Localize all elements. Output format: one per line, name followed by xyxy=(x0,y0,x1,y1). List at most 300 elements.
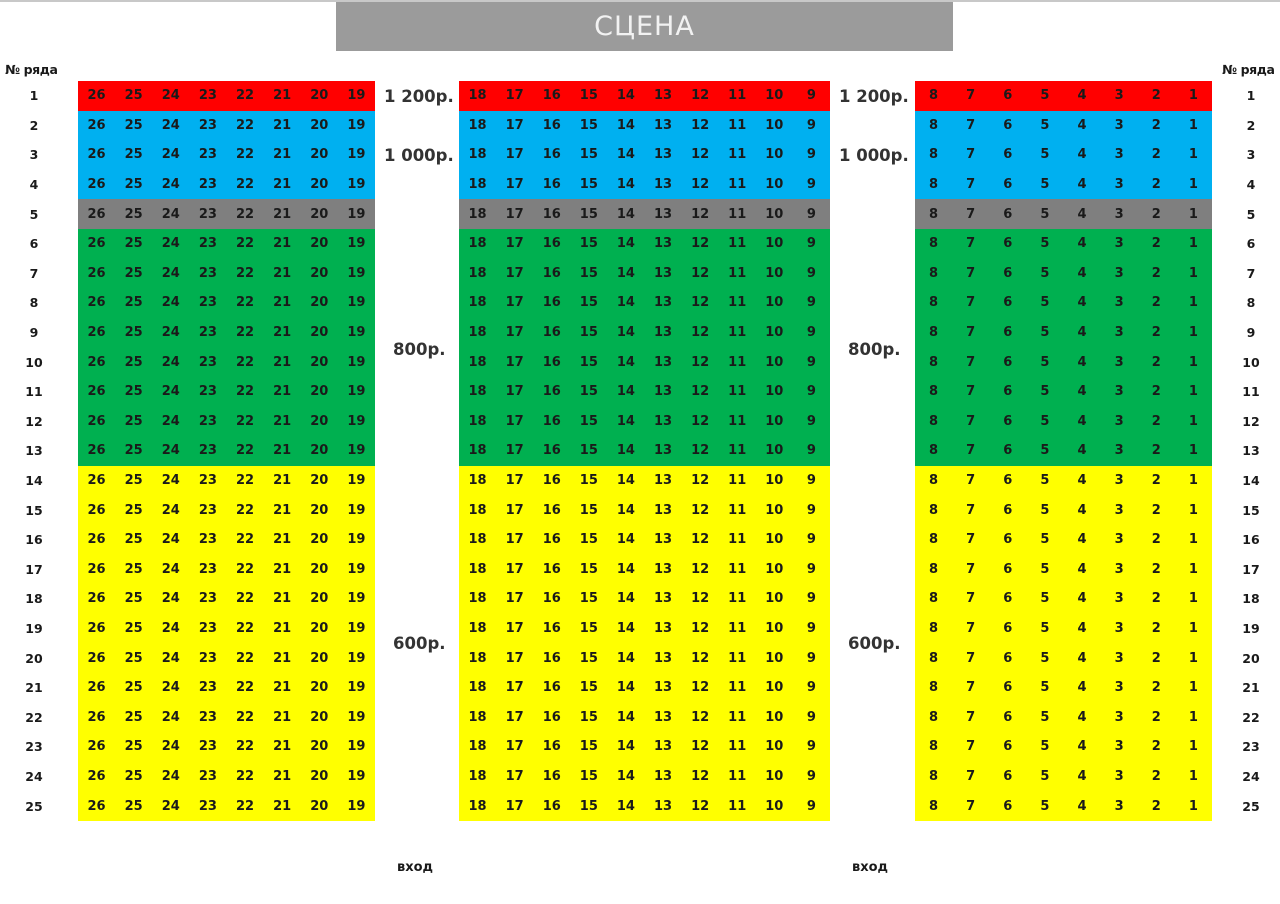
seat[interactable]: 25 xyxy=(124,768,143,784)
seat[interactable]: 9 xyxy=(806,354,816,370)
seat[interactable]: 21 xyxy=(273,798,292,814)
seat[interactable]: 4 xyxy=(1077,236,1087,252)
seat[interactable]: 2 xyxy=(1151,117,1161,133)
seat[interactable]: 15 xyxy=(579,473,598,489)
seat[interactable]: 21 xyxy=(273,354,292,370)
seat[interactable]: 26 xyxy=(87,739,106,755)
seat[interactable]: 26 xyxy=(87,709,106,725)
seat[interactable]: 25 xyxy=(124,117,143,133)
seat[interactable]: 18 xyxy=(468,147,487,163)
seat[interactable]: 13 xyxy=(653,561,673,577)
seat[interactable]: 11 xyxy=(728,265,747,281)
seat[interactable]: 17 xyxy=(505,88,524,104)
seat[interactable]: 20 xyxy=(310,413,329,429)
seat[interactable]: 25 xyxy=(124,532,143,548)
seat[interactable]: 22 xyxy=(236,413,255,429)
seat[interactable]: 26 xyxy=(87,620,106,636)
seat[interactable]: 20 xyxy=(310,680,329,696)
seat[interactable]: 25 xyxy=(124,502,143,518)
seat[interactable]: 8 xyxy=(929,88,939,104)
seat[interactable]: 7 xyxy=(966,265,976,281)
seat[interactable]: 14 xyxy=(616,739,635,755)
seat[interactable]: 26 xyxy=(87,413,106,429)
seat[interactable]: 3 xyxy=(1114,768,1124,784)
seat[interactable]: 3 xyxy=(1114,265,1124,281)
seat[interactable]: 11 xyxy=(728,117,747,133)
seat[interactable]: 2 xyxy=(1151,295,1161,311)
seat[interactable]: 19 xyxy=(347,117,366,133)
seat[interactable]: 7 xyxy=(966,709,976,725)
seat[interactable]: 11 xyxy=(728,384,747,400)
seat[interactable]: 8 xyxy=(929,591,939,607)
seat[interactable]: 20 xyxy=(310,709,329,725)
seat[interactable]: 8 xyxy=(929,325,939,341)
seat[interactable]: 2 xyxy=(1151,561,1161,577)
seat[interactable]: 10 xyxy=(765,354,784,370)
seat[interactable]: 15 xyxy=(579,236,598,252)
seat[interactable]: 19 xyxy=(347,798,366,814)
seat[interactable]: 23 xyxy=(198,384,217,400)
seat[interactable]: 19 xyxy=(347,620,366,636)
seat[interactable]: 14 xyxy=(616,88,635,104)
seat[interactable]: 9 xyxy=(806,502,816,518)
seat[interactable]: 17 xyxy=(505,680,524,696)
seat[interactable]: 7 xyxy=(966,88,976,104)
seat[interactable]: 13 xyxy=(653,709,673,725)
seat[interactable]: 10 xyxy=(765,473,784,489)
seat[interactable]: 14 xyxy=(616,561,635,577)
seat[interactable]: 15 xyxy=(579,354,598,370)
seat[interactable]: 8 xyxy=(929,473,939,489)
seat[interactable]: 15 xyxy=(579,206,598,222)
seat[interactable]: 19 xyxy=(347,680,366,696)
seat[interactable]: 24 xyxy=(161,384,180,400)
seat[interactable]: 1 xyxy=(1188,709,1198,725)
seat[interactable]: 7 xyxy=(966,413,976,429)
seat[interactable]: 6 xyxy=(1003,265,1013,281)
seat[interactable]: 4 xyxy=(1077,206,1087,222)
seat[interactable]: 23 xyxy=(198,620,217,636)
seat[interactable]: 12 xyxy=(691,680,710,696)
seat[interactable]: 24 xyxy=(161,591,180,607)
seat[interactable]: 8 xyxy=(929,236,939,252)
seat[interactable]: 8 xyxy=(929,768,939,784)
seat[interactable]: 25 xyxy=(124,384,143,400)
seat[interactable]: 21 xyxy=(273,620,292,636)
seat[interactable]: 4 xyxy=(1077,709,1087,725)
seat[interactable]: 3 xyxy=(1114,532,1124,548)
seat[interactable]: 20 xyxy=(310,591,329,607)
seat[interactable]: 21 xyxy=(273,117,292,133)
seat[interactable]: 1 xyxy=(1188,739,1198,755)
seat[interactable]: 11 xyxy=(728,561,747,577)
seat[interactable]: 4 xyxy=(1077,620,1087,636)
seat[interactable]: 20 xyxy=(310,384,329,400)
seat[interactable]: 24 xyxy=(161,236,180,252)
seat[interactable]: 15 xyxy=(579,739,598,755)
seat[interactable]: 13 xyxy=(653,147,673,163)
seat[interactable]: 10 xyxy=(765,502,784,518)
seat[interactable]: 18 xyxy=(468,739,487,755)
seat[interactable]: 22 xyxy=(236,354,255,370)
seat[interactable]: 2 xyxy=(1151,798,1161,814)
seat[interactable]: 10 xyxy=(765,532,784,548)
seat[interactable]: 9 xyxy=(806,768,816,784)
seat[interactable]: 18 xyxy=(468,206,487,222)
seat[interactable]: 3 xyxy=(1114,473,1124,489)
seat[interactable]: 10 xyxy=(765,768,784,784)
seat[interactable]: 20 xyxy=(310,561,329,577)
seat[interactable]: 17 xyxy=(505,532,524,548)
seat[interactable]: 7 xyxy=(966,325,976,341)
seat[interactable]: 16 xyxy=(542,650,561,666)
seat[interactable]: 21 xyxy=(273,295,292,311)
seat[interactable]: 16 xyxy=(542,620,561,636)
seat[interactable]: 17 xyxy=(505,650,524,666)
seat[interactable]: 22 xyxy=(236,236,255,252)
seat[interactable]: 6 xyxy=(1003,236,1013,252)
seat[interactable]: 11 xyxy=(728,295,747,311)
seat[interactable]: 4 xyxy=(1077,591,1087,607)
seat[interactable]: 10 xyxy=(765,325,784,341)
seat[interactable]: 11 xyxy=(728,532,747,548)
seat[interactable]: 23 xyxy=(198,768,217,784)
seat[interactable]: 16 xyxy=(542,591,561,607)
seat[interactable]: 14 xyxy=(616,473,635,489)
seat[interactable]: 25 xyxy=(124,739,143,755)
seat[interactable]: 2 xyxy=(1151,384,1161,400)
seat[interactable]: 1 xyxy=(1188,680,1198,696)
seat[interactable]: 5 xyxy=(1040,354,1050,370)
seat[interactable]: 21 xyxy=(273,532,292,548)
seat[interactable]: 15 xyxy=(579,265,598,281)
seat[interactable]: 20 xyxy=(310,532,329,548)
seat[interactable]: 1 xyxy=(1188,265,1198,281)
seat[interactable]: 26 xyxy=(87,295,106,311)
seat[interactable]: 12 xyxy=(691,502,710,518)
seat[interactable]: 15 xyxy=(579,591,598,607)
seat[interactable]: 4 xyxy=(1077,88,1087,104)
seat[interactable]: 2 xyxy=(1151,680,1161,696)
seat[interactable]: 3 xyxy=(1114,177,1124,193)
seat[interactable]: 17 xyxy=(505,325,524,341)
seat[interactable]: 25 xyxy=(124,88,143,104)
seat[interactable]: 5 xyxy=(1040,265,1050,281)
seat[interactable]: 16 xyxy=(542,177,561,193)
seat[interactable]: 24 xyxy=(161,768,180,784)
seat[interactable]: 4 xyxy=(1077,680,1087,696)
seat[interactable]: 15 xyxy=(579,147,598,163)
seat[interactable]: 18 xyxy=(468,709,487,725)
seat[interactable]: 12 xyxy=(691,709,710,725)
seat[interactable]: 5 xyxy=(1040,798,1050,814)
seat[interactable]: 6 xyxy=(1003,147,1013,163)
seat[interactable]: 22 xyxy=(236,147,255,163)
seat[interactable]: 19 xyxy=(347,443,366,459)
seat[interactable]: 6 xyxy=(1003,561,1013,577)
seat[interactable]: 19 xyxy=(347,354,366,370)
seat[interactable]: 9 xyxy=(806,117,816,133)
seat[interactable]: 15 xyxy=(579,502,598,518)
seat[interactable]: 3 xyxy=(1114,680,1124,696)
seat[interactable]: 26 xyxy=(87,532,106,548)
seat[interactable]: 22 xyxy=(236,473,255,489)
seat[interactable]: 24 xyxy=(161,709,180,725)
seat[interactable]: 12 xyxy=(691,620,710,636)
seat[interactable]: 12 xyxy=(691,295,710,311)
seat[interactable]: 21 xyxy=(273,413,292,429)
seat[interactable]: 10 xyxy=(765,443,784,459)
seat[interactable]: 3 xyxy=(1114,236,1124,252)
seat[interactable]: 6 xyxy=(1003,88,1013,104)
seat[interactable]: 1 xyxy=(1188,798,1198,814)
seat[interactable]: 7 xyxy=(966,650,976,666)
seat[interactable]: 17 xyxy=(505,413,524,429)
seat[interactable]: 11 xyxy=(728,354,747,370)
seat[interactable]: 21 xyxy=(273,384,292,400)
seat[interactable]: 23 xyxy=(198,236,217,252)
seat[interactable]: 9 xyxy=(806,591,816,607)
seat[interactable]: 3 xyxy=(1114,502,1124,518)
seat[interactable]: 13 xyxy=(653,88,673,104)
seat[interactable]: 9 xyxy=(806,680,816,696)
seat[interactable]: 10 xyxy=(765,117,784,133)
seat[interactable]: 6 xyxy=(1003,443,1013,459)
seat[interactable]: 2 xyxy=(1151,325,1161,341)
seat[interactable]: 25 xyxy=(124,561,143,577)
seat[interactable]: 2 xyxy=(1151,147,1161,163)
seat[interactable]: 23 xyxy=(198,709,217,725)
seat[interactable]: 7 xyxy=(966,206,976,222)
seat[interactable]: 1 xyxy=(1188,354,1198,370)
seat[interactable]: 21 xyxy=(273,443,292,459)
seat[interactable]: 23 xyxy=(198,177,217,193)
seat[interactable]: 10 xyxy=(765,591,784,607)
seat[interactable]: 6 xyxy=(1003,413,1013,429)
seat[interactable]: 7 xyxy=(966,354,976,370)
seat[interactable]: 6 xyxy=(1003,798,1013,814)
seat[interactable]: 16 xyxy=(542,384,561,400)
seat[interactable]: 14 xyxy=(616,680,635,696)
seat[interactable]: 19 xyxy=(347,561,366,577)
seat[interactable]: 12 xyxy=(691,591,710,607)
seat[interactable]: 21 xyxy=(273,206,292,222)
seat[interactable]: 11 xyxy=(728,709,747,725)
seat[interactable]: 25 xyxy=(124,265,143,281)
seat[interactable]: 8 xyxy=(929,265,939,281)
seat[interactable]: 5 xyxy=(1040,206,1050,222)
seat[interactable]: 8 xyxy=(929,650,939,666)
seat[interactable]: 8 xyxy=(929,620,939,636)
seat[interactable]: 7 xyxy=(966,473,976,489)
seat[interactable]: 13 xyxy=(653,295,673,311)
seat[interactable]: 2 xyxy=(1151,443,1161,459)
seat[interactable]: 11 xyxy=(728,206,747,222)
seat[interactable]: 20 xyxy=(310,502,329,518)
seat[interactable]: 9 xyxy=(806,325,816,341)
seat[interactable]: 13 xyxy=(653,117,673,133)
seat[interactable]: 13 xyxy=(653,473,673,489)
seat[interactable]: 19 xyxy=(347,591,366,607)
seat[interactable]: 21 xyxy=(273,591,292,607)
seat[interactable]: 1 xyxy=(1188,384,1198,400)
seat[interactable]: 25 xyxy=(124,650,143,666)
seat[interactable]: 26 xyxy=(87,265,106,281)
seat[interactable]: 11 xyxy=(728,473,747,489)
seat[interactable]: 12 xyxy=(691,147,710,163)
seat[interactable]: 4 xyxy=(1077,443,1087,459)
seat[interactable]: 11 xyxy=(728,739,747,755)
seat[interactable]: 1 xyxy=(1188,413,1198,429)
seat[interactable]: 1 xyxy=(1188,147,1198,163)
seat[interactable]: 9 xyxy=(806,561,816,577)
seat[interactable]: 13 xyxy=(653,384,673,400)
seat[interactable]: 25 xyxy=(124,798,143,814)
seat[interactable]: 26 xyxy=(87,88,106,104)
seat[interactable]: 13 xyxy=(653,443,673,459)
seat[interactable]: 2 xyxy=(1151,206,1161,222)
seat[interactable]: 20 xyxy=(310,265,329,281)
seat[interactable]: 14 xyxy=(616,354,635,370)
seat[interactable]: 18 xyxy=(468,768,487,784)
seat[interactable]: 15 xyxy=(579,709,598,725)
seat[interactable]: 1 xyxy=(1188,473,1198,489)
seat[interactable]: 3 xyxy=(1114,147,1124,163)
seat[interactable]: 17 xyxy=(505,117,524,133)
seat[interactable]: 19 xyxy=(347,739,366,755)
seat[interactable]: 10 xyxy=(765,709,784,725)
seat[interactable]: 22 xyxy=(236,709,255,725)
seat[interactable]: 8 xyxy=(929,147,939,163)
seat[interactable]: 16 xyxy=(542,147,561,163)
seat[interactable]: 10 xyxy=(765,177,784,193)
seat[interactable]: 19 xyxy=(347,177,366,193)
seat[interactable]: 4 xyxy=(1077,532,1087,548)
seat[interactable]: 7 xyxy=(966,768,976,784)
seat[interactable]: 21 xyxy=(273,650,292,666)
seat[interactable]: 25 xyxy=(124,147,143,163)
seat[interactable]: 22 xyxy=(236,443,255,459)
seat[interactable]: 8 xyxy=(929,354,939,370)
seat[interactable]: 23 xyxy=(198,147,217,163)
seat[interactable]: 2 xyxy=(1151,177,1161,193)
seat[interactable]: 7 xyxy=(966,236,976,252)
seat[interactable]: 5 xyxy=(1040,739,1050,755)
seat[interactable]: 12 xyxy=(691,384,710,400)
seat[interactable]: 21 xyxy=(273,561,292,577)
seat[interactable]: 7 xyxy=(966,591,976,607)
seat[interactable]: 13 xyxy=(653,798,673,814)
seat[interactable]: 19 xyxy=(347,473,366,489)
seat[interactable]: 12 xyxy=(691,798,710,814)
seat[interactable]: 23 xyxy=(198,532,217,548)
seat[interactable]: 19 xyxy=(347,236,366,252)
seat[interactable]: 14 xyxy=(616,650,635,666)
seat[interactable]: 20 xyxy=(310,650,329,666)
seat[interactable]: 7 xyxy=(966,532,976,548)
seat[interactable]: 19 xyxy=(347,768,366,784)
seat[interactable]: 26 xyxy=(87,591,106,607)
seat[interactable]: 21 xyxy=(273,147,292,163)
seat[interactable]: 1 xyxy=(1188,768,1198,784)
seat[interactable]: 17 xyxy=(505,473,524,489)
seat[interactable]: 5 xyxy=(1040,473,1050,489)
seat[interactable]: 26 xyxy=(87,147,106,163)
seat[interactable]: 17 xyxy=(505,354,524,370)
seat[interactable]: 4 xyxy=(1077,561,1087,577)
seat[interactable]: 1 xyxy=(1188,117,1198,133)
seat[interactable]: 24 xyxy=(161,739,180,755)
seat[interactable]: 17 xyxy=(505,177,524,193)
seat[interactable]: 14 xyxy=(616,295,635,311)
seat[interactable]: 24 xyxy=(161,650,180,666)
seat[interactable]: 3 xyxy=(1114,384,1124,400)
seat[interactable]: 16 xyxy=(542,561,561,577)
seat[interactable]: 7 xyxy=(966,739,976,755)
seat[interactable]: 6 xyxy=(1003,680,1013,696)
seat[interactable]: 24 xyxy=(161,473,180,489)
seat[interactable]: 22 xyxy=(236,561,255,577)
seat[interactable]: 11 xyxy=(728,502,747,518)
seat[interactable]: 13 xyxy=(653,354,673,370)
seat[interactable]: 16 xyxy=(542,443,561,459)
seat[interactable]: 19 xyxy=(347,295,366,311)
seat[interactable]: 22 xyxy=(236,265,255,281)
seat[interactable]: 20 xyxy=(310,147,329,163)
seat[interactable]: 14 xyxy=(616,532,635,548)
seat[interactable]: 15 xyxy=(579,532,598,548)
seat[interactable]: 25 xyxy=(124,236,143,252)
seat[interactable]: 26 xyxy=(87,650,106,666)
seat[interactable]: 20 xyxy=(310,177,329,193)
seat[interactable]: 2 xyxy=(1151,354,1161,370)
seat[interactable]: 16 xyxy=(542,709,561,725)
seat[interactable]: 12 xyxy=(691,413,710,429)
seat[interactable]: 9 xyxy=(806,709,816,725)
seat[interactable]: 8 xyxy=(929,561,939,577)
seat[interactable]: 3 xyxy=(1114,650,1124,666)
seat[interactable]: 17 xyxy=(505,295,524,311)
seat[interactable]: 26 xyxy=(87,473,106,489)
seat[interactable]: 4 xyxy=(1077,739,1087,755)
seat[interactable]: 25 xyxy=(124,709,143,725)
seat[interactable]: 26 xyxy=(87,680,106,696)
seat[interactable]: 4 xyxy=(1077,798,1087,814)
seat[interactable]: 7 xyxy=(966,177,976,193)
seat[interactable]: 22 xyxy=(236,384,255,400)
seat[interactable]: 10 xyxy=(765,206,784,222)
seat[interactable]: 24 xyxy=(161,413,180,429)
seat[interactable]: 23 xyxy=(198,88,217,104)
seat[interactable]: 23 xyxy=(198,206,217,222)
seat[interactable]: 15 xyxy=(579,798,598,814)
seat[interactable]: 20 xyxy=(310,443,329,459)
seat[interactable]: 22 xyxy=(236,650,255,666)
seat[interactable]: 24 xyxy=(161,206,180,222)
seat[interactable]: 1 xyxy=(1188,561,1198,577)
seat[interactable]: 22 xyxy=(236,739,255,755)
seat[interactable]: 11 xyxy=(728,147,747,163)
seat[interactable]: 23 xyxy=(198,473,217,489)
seat[interactable]: 5 xyxy=(1040,117,1050,133)
seat[interactable]: 7 xyxy=(966,680,976,696)
seat[interactable]: 26 xyxy=(87,561,106,577)
seat[interactable]: 6 xyxy=(1003,709,1013,725)
seat[interactable]: 23 xyxy=(198,295,217,311)
seat[interactable]: 19 xyxy=(347,88,366,104)
seat[interactable]: 12 xyxy=(691,739,710,755)
seat[interactable]: 18 xyxy=(468,295,487,311)
